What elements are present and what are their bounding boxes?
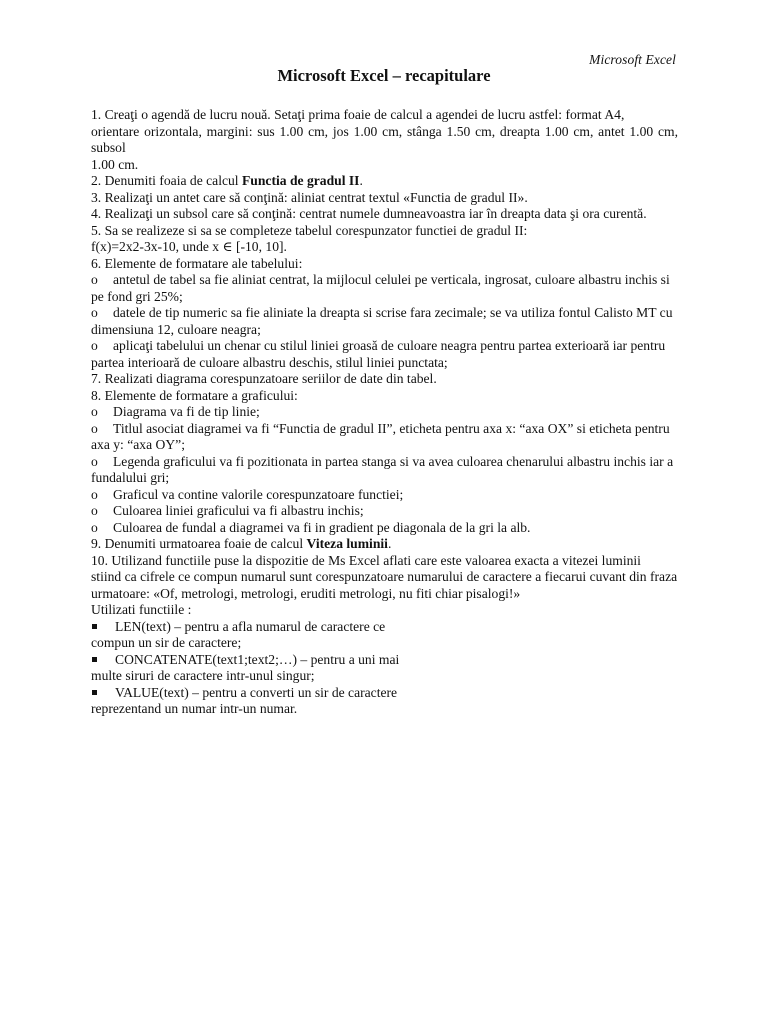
circle-bullet-icon: o <box>91 338 98 353</box>
text-line: pe fond gri 25%; <box>91 288 183 304</box>
list-item <box>91 520 678 537</box>
list-item <box>91 487 678 504</box>
document-body <box>91 107 678 718</box>
text-line: 1. Creaţi o agendă de lucru nouă. Setaţi prima foaie de calcul a agendei de lucru astfel: format A4, <box>91 107 625 122</box>
bullet-item <box>91 652 678 685</box>
list-item <box>91 454 678 487</box>
bullet-item <box>91 619 678 652</box>
text-line: reprezentand un numar intr-un numar. <box>91 701 298 716</box>
text-line: 1.00 cm. <box>91 156 139 172</box>
text-line: Graficul va contine valorile corespunzatoare functiei; <box>113 486 404 502</box>
square-bullet-icon <box>91 619 115 636</box>
formula-line: f(x)=2x2-3x-10, unde x ∈ [-10, 10]. <box>91 239 287 254</box>
paragraph-10 <box>91 553 678 603</box>
circle-bullet-icon: o <box>91 519 98 535</box>
paragraph-1 <box>91 107 678 173</box>
text-line: 2. Denumiti foaia de calcul <box>91 173 242 188</box>
sheet-name: Viteza luminii <box>306 536 388 551</box>
paragraph-6: 6. Elemente de formatare ale tabelului: <box>91 255 303 271</box>
text-line: 5. Sa se realizeze si sa se completeze tabelul corespunzator functiei de gradul II: <box>91 222 528 238</box>
square-bullet-icon <box>91 652 115 669</box>
text-line: orientare orizontala, margini: sus 1.00 cm, jos 1.00 cm, stânga 1.50 cm, dreapta 1.00 cm, antet 1.00 cm, subsol <box>91 123 678 155</box>
list-item <box>91 404 678 421</box>
text-line: compun un sir de caractere; <box>91 635 242 650</box>
paragraph-11: Utilizati functiile : <box>91 602 192 617</box>
list-item <box>91 421 678 454</box>
paragraph-5 <box>91 223 678 256</box>
paragraph-2 <box>91 173 678 190</box>
circle-bullet-icon: o <box>91 272 98 287</box>
text-line: dimensiuna 12, culoare neagra; <box>91 321 261 337</box>
text-line: 10. Utilizand functiile puse la dispozitie de Ms Excel aflati care este valoarea exacta a vitezei luminii <box>91 552 641 568</box>
circle-bullet-icon: o <box>91 453 98 469</box>
paragraph-3: 3. Realizaţi un antet care să conţină: aliniat centrat textul «Functia de gradul II». <box>91 189 528 205</box>
circle-bullet-icon: o <box>91 420 98 436</box>
text-line: . <box>359 173 363 188</box>
paragraph-4: 4. Realizaţi un subsol care să conţină: centrat numele dumneavoastra iar în dreapta data şi ora curentă. <box>91 206 647 221</box>
document-title: Microsoft Excel – recapitulare <box>277 66 491 85</box>
text-line: CONCATENATE(text1;text2;…) – pentru a uni mai <box>115 651 400 667</box>
text-line: VALUE(text) – pentru a converti un sir de caractere <box>115 684 398 700</box>
text-line: aplicaţi tabelului un chenar cu stilul liniei groasă de culoare neagra pentru partea exterioară iar pentru <box>113 338 666 353</box>
list-item <box>91 305 678 338</box>
bullet-item <box>91 685 678 718</box>
circle-bullet-icon: o <box>91 305 98 320</box>
text-line: Culoarea de fundal a diagramei va fi in gradient pe diagonala de la gri la alb. <box>113 519 531 535</box>
circle-bullet-icon: o <box>91 503 98 518</box>
text-line: datele de tip numeric sa fie aliniate la dreapta si scrise fara zecimale; se va utiliza fontul Calisto MT cu <box>113 305 673 320</box>
text-line: Diagrama va fi de tip linie; <box>113 404 260 419</box>
text-line: 9. Denumiti urmatoarea foaie de calcul <box>91 536 307 551</box>
text-line: stiind ca cifrele ce compun numarul sunt corespunzatoare numarului de caractere a fiecarui cuvant din fraza <box>91 569 678 584</box>
text-line: Culoarea liniei graficului va fi albastru inchis; <box>113 503 364 518</box>
text-line: antetul de tabel sa fie aliniat centrat, la mijlocul celulei pe verticala, ingrosat, culoare albastru inchis si <box>113 272 670 287</box>
circle-bullet-icon: o <box>91 486 98 502</box>
text-line: fundalului gri; <box>91 470 170 485</box>
text-line: axa y: “axa OY”; <box>91 437 185 452</box>
paragraph-7: 7. Realizati diagrama corespunzatoare seriilor de date din tabel. <box>91 371 437 386</box>
text-line: . <box>387 536 392 551</box>
list-item <box>91 503 678 520</box>
list-item <box>91 338 678 371</box>
text-line: Legenda graficului va fi pozitionata in partea stanga si va avea culoarea chenarului albastru inchis iar a <box>113 453 674 469</box>
paragraph-8: 8. Elemente de formatare a graficului: <box>91 387 298 403</box>
circle-bullet-icon: o <box>91 404 98 419</box>
text-line: LEN(text) – pentru a afla numarul de caractere ce <box>115 618 386 634</box>
list-item <box>91 272 678 305</box>
text-line: partea interioară de culoare albastru deschis, stilul liniei punctata; <box>91 354 448 370</box>
square-bullet-icon <box>91 685 115 702</box>
text-line: multe siruri de caractere intr-unul singur; <box>91 668 315 683</box>
text-line: urmatoare: «Of, metrologi, metrologi, eruditi metrologi, nu fiti chiar pisalogi!» <box>91 585 521 601</box>
paragraph-9 <box>91 536 678 553</box>
running-header: Microsoft Excel <box>589 52 676 67</box>
sheet-name: Functia de gradul II <box>242 173 360 188</box>
text-line: Titlul asociat diagramei va fi “Functia de gradul II”, eticheta pentru axa x: “axa OX” si eticheta pentru <box>113 420 670 436</box>
